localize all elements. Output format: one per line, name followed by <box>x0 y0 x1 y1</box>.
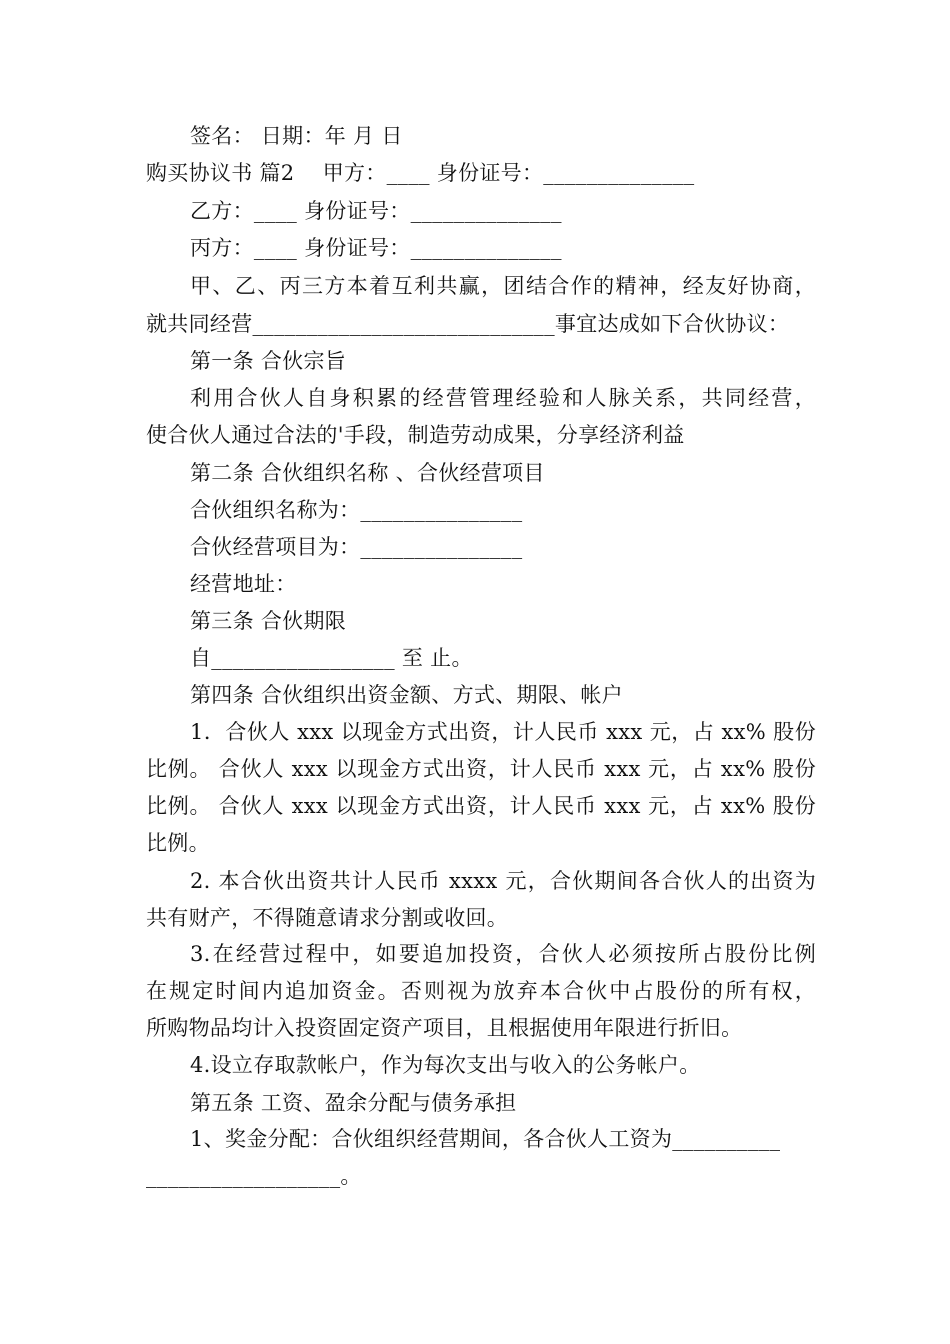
article-5-heading: 第五条 工资、盈余分配与债务承担 <box>190 1091 517 1115</box>
business-item-line: 合伙经营项目为：_______________ <box>190 535 523 559</box>
party-b-line: 乙方：____ 身份证号：______________ <box>190 199 562 223</box>
business-address-line: 经营地址： <box>190 572 297 596</box>
article-5-item-1-line-2: __________________。 <box>146 1164 362 1188</box>
signature-date-line: 签名： 日期：年 月 日 <box>190 124 403 148</box>
article-2-heading: 第二条 合伙组织名称 、合伙经营项目 <box>190 461 545 485</box>
article-4-item-2-line-1: 2. 本合伙出资共计人民币 xxxx 元，合伙期间各合伙人的出资为 <box>190 869 816 893</box>
article-1-heading: 第一条 合伙宗旨 <box>190 349 347 373</box>
article-4-item-3-line-3: 所购物品均计入投资固定资产项目，且根据使用年限进行折旧。 <box>146 1016 743 1040</box>
article-4-item-3-line-2: 在规定时间内追加资金。否则视为放弃本合伙中占股份的所有权， <box>146 979 816 1003</box>
article-4-item-1-line-2: 比例。 合伙人 xxx 以现金方式出资，计人民币 xxx 元，占 xx% 股份 <box>146 757 816 781</box>
article-4-item-1-line-3: 比例。 合伙人 xxx 以现金方式出资，计人民币 xxx 元，占 xx% 股份 <box>146 794 816 818</box>
article-5-item-1-line-1: 1、奖金分配：合伙组织经营期间，各合伙人工资为__________ <box>190 1127 781 1151</box>
preamble-line-1: 甲、乙、丙三方本着互利共赢，团结合作的精神，经友好协商， <box>190 274 816 298</box>
article-4-item-2-line-2: 共有财产，不得随意请求分割或收回。 <box>146 906 509 930</box>
article-4-heading: 第四条 合伙组织出资金额、方式、期限、帐户 <box>190 683 623 707</box>
party-c-line: 丙方：____ 身份证号：______________ <box>190 236 562 260</box>
article-1-text-2: 使合伙人通过合法的'手段，制造劳动成果，分享经济利益 <box>146 423 685 447</box>
doc-title-party-a-line: 购买协议书 篇2 甲方：____ 身份证号：______________ <box>146 161 695 185</box>
article-4-item-4: 4.设立存取款帐户，作为每次支出与收入的公务帐户。 <box>190 1053 701 1077</box>
org-name-line: 合伙组织名称为：_______________ <box>190 498 523 522</box>
term-line: 自_________________ 至 止。 <box>190 646 473 670</box>
preamble-line-2: 就共同经营____________________________事宜达成如下合伙协议： <box>146 312 790 336</box>
article-4-item-1-line-1: 1．合伙人 xxx 以现金方式出资，计人民币 xxx 元，占 xx% 股份 <box>190 720 816 744</box>
article-3-heading: 第三条 合伙期限 <box>190 609 347 633</box>
article-1-text-1: 利用合伙人自身积累的经营管理经验和人脉关系，共同经营， <box>190 386 816 410</box>
article-4-item-1-line-4: 比例。 <box>146 831 210 855</box>
article-4-item-3-line-1: 3.在经营过程中，如要追加投资，合伙人必须按所占股份比例 <box>190 942 816 966</box>
